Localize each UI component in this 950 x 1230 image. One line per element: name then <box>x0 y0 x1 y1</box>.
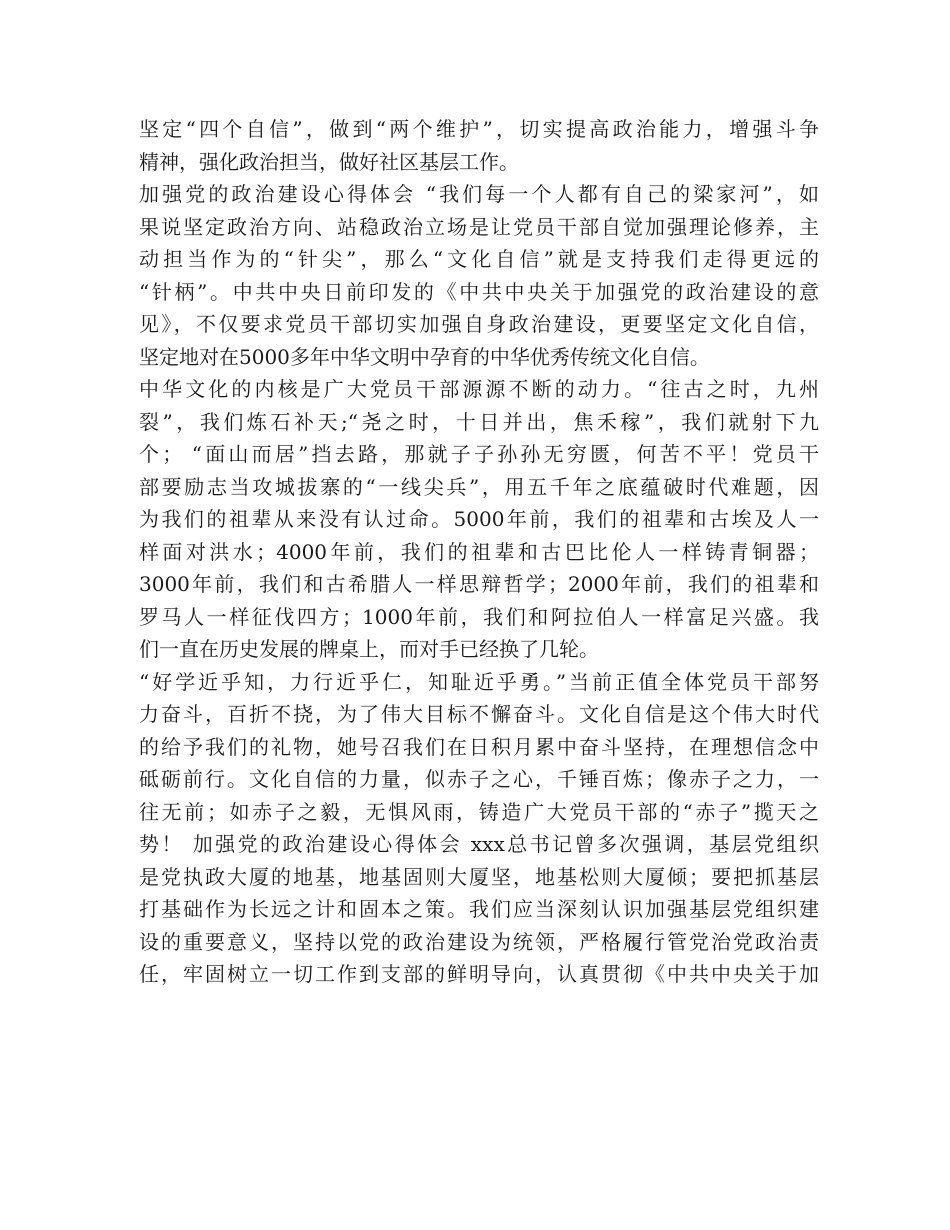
text-line: 势！ 加强党的政治建设心得体会 xxx总书记曾多次强调，基层党组织 <box>139 832 819 856</box>
text-line: 裂”，我们炼石补天;“尧之时，十日并出，焦禾稼”，我们就射下九 <box>139 409 819 434</box>
text-line: 的给予我们的礼物，她号召我们在日积月累中奋斗坚持，在理想信念中 <box>139 734 819 759</box>
text-line: 果说坚定政治方向、站稳政治立场是让党员干部自觉加强理论修养，主 <box>139 214 819 239</box>
text-line: 精神，强化政治担当，做好社区基层工作。 <box>139 149 519 174</box>
text-line: 坚定地对在5000多年中华文明中孕育的中华优秀传统文化自信。 <box>139 344 710 369</box>
text-line: 任，牢固树立一切工作到支部的鲜明导向，认真贯彻《中共中央关于加 <box>139 962 819 986</box>
text-line: 加强党的政治建设心得体会 “我们每一个人都有自己的梁家河”，如 <box>139 182 819 206</box>
text-line: 设的重要意义，坚持以党的政治建设为统领，严格履行管党治党政治责 <box>139 929 819 954</box>
text-line: “针柄”。中共中央日前印发的《中共中央关于加强党的政治建设的意 <box>139 279 819 304</box>
text-line: “好学近乎知，力行近乎仁，知耻近乎勇。”当前正值全体党员干部努 <box>139 669 819 694</box>
document-body <box>139 113 819 991</box>
text-line: 为我们的祖辈从来没有认过命。5000年前，我们的祖辈和古埃及人一 <box>139 507 819 531</box>
text-line: 罗马人一样征伐四方；1000年前，我们和阿拉伯人一样富足兴盛。我 <box>139 604 819 629</box>
text-line: 3000年前，我们和古希腊人一样思辩哲学；2000年前，我们的祖辈和 <box>139 572 819 596</box>
text-line: 力奋斗，百折不挠，为了伟大目标不懈奋斗。文化自信是这个伟大时代 <box>139 702 819 726</box>
text-line: 动担当作为的“针尖”，那么“文化自信”就是支持我们走得更远的 <box>139 247 819 271</box>
text-line: 中华文化的内核是广大党员干部源源不断的动力。“往古之时，九州 <box>139 377 819 401</box>
text-line: 个； “面山而居”挡去路，那就子子孙孙无穷匮，何苦不平！党员干 <box>139 442 819 466</box>
text-line: 部要励志当攻城拔寨的“一线尖兵”，用五千年之底蕴破时代难题，因 <box>139 474 819 499</box>
text-line: 样面对洪水；4000年前，我们的祖辈和古巴比伦人一样铸青铜器； <box>139 539 819 564</box>
text-line: 见》，不仅要求党员干部切实加强自身政治建设，更要坚定文化自信， <box>139 312 819 336</box>
text-line: 往无前；如赤子之毅，无惧风雨，铸造广大党员干部的“赤子”揽天之 <box>139 799 819 824</box>
text-line: 们一直在历史发展的牌桌上，而对手已经换了几轮。 <box>139 637 599 661</box>
text-line: 坚定“四个自信”，做到“两个维护”，切实提高政治能力，增强斗争 <box>139 117 819 141</box>
text-line: 砥砺前行。文化自信的力量，似赤子之心，千锤百炼；像赤子之力，一 <box>139 767 819 791</box>
text-line: 是党执政大厦的地基，地基固则大厦坚，地基松则大厦倾；要把抓基层 <box>139 864 819 889</box>
text-line: 打基础作为长远之计和固本之策。我们应当深刻认识加强基层党组织建 <box>139 897 819 921</box>
